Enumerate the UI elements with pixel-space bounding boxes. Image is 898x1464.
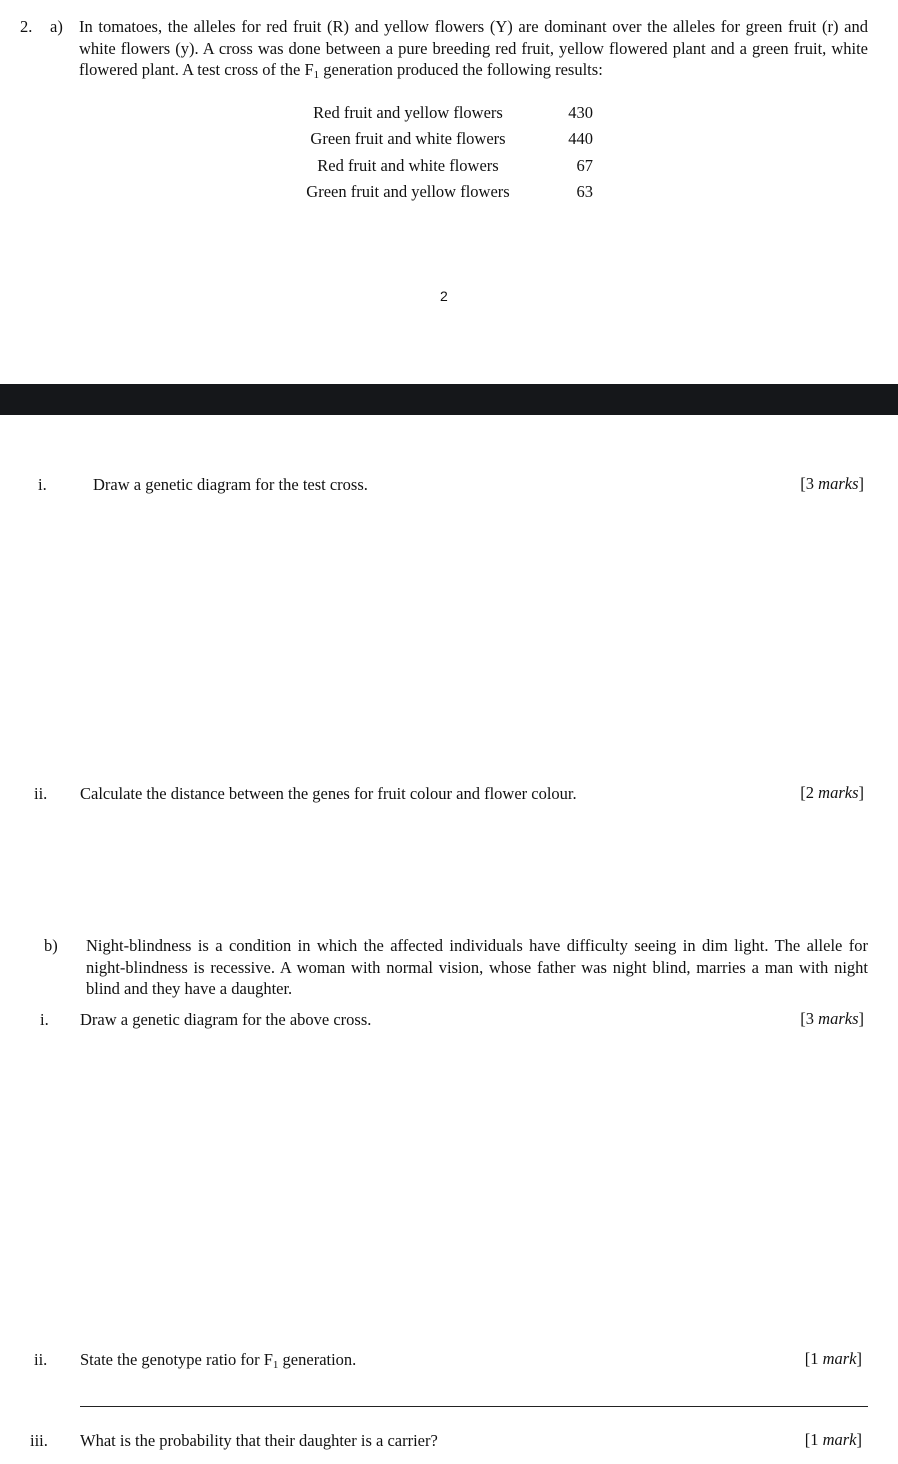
question-a-ii-number: ii. [34, 784, 48, 803]
page-number: 2 [440, 288, 448, 304]
question-b-iii-number: iii. [30, 1431, 48, 1450]
table-row [283, 100, 593, 126]
question-a-ii-marks: [2 marks] [800, 783, 864, 802]
question-a-ii-text: Calculate the distance between the genes for fruit colour and flower colour. [80, 784, 577, 803]
question-a-i-marks: [3 marks] [800, 474, 864, 493]
page-divider-bar [0, 384, 898, 415]
answer-line [80, 1406, 868, 1407]
phenotype-count: 430 [568, 103, 593, 123]
phenotype-label: Red fruit and yellow flowers [313, 103, 503, 123]
part-b-intro: Night-blindness is a condition in which the affected individuals have difficulty seeing in dim light. The allele for night-blindness is recessive. A woman with normal vision, whose father was night blind, marries a man with night blind and they have a daughter. [86, 936, 868, 998]
part-a-label: a) [50, 17, 63, 36]
question-b-i-marks: [3 marks] [800, 1009, 864, 1028]
question-number: 2. [20, 17, 33, 36]
phenotype-label: Green fruit and white flowers [310, 129, 506, 149]
table-row [283, 179, 593, 205]
question-b-i-number: i. [40, 1010, 49, 1029]
question-a-i-number: i. [38, 475, 47, 494]
phenotype-count: 63 [576, 182, 593, 202]
question-b-ii-number: ii. [34, 1350, 48, 1369]
question-b-i-text: Draw a genetic diagram for the above cross. [80, 1010, 372, 1029]
part-a-intro: In tomatoes, the alleles for red fruit (R) and yellow flowers (Y) are dominant over the alleles for green fruit (r) and white flowers (y). A cross was done between a pure breeding red fruit, yellow flowered plant and a green fruit, white flowered plant. A test cross of the $F_1$ generation produced the following results: [79, 17, 868, 81]
results-table [283, 100, 593, 205]
question-b-ii-marks: [1 mark] [804, 1349, 862, 1368]
question-a-i-text: Draw a genetic diagram for the test cross. [93, 475, 368, 494]
question-b-iii-marks: [1 mark] [804, 1430, 862, 1449]
part-b-label: b) [44, 936, 58, 955]
phenotype-label: Red fruit and white flowers [317, 155, 499, 175]
phenotype-count: 67 [576, 155, 593, 175]
table-row [283, 153, 593, 179]
question-b-iii-text: What is the probability that their daughter is a carrier? [80, 1431, 438, 1450]
table-row [283, 126, 593, 152]
question-b-ii-text: State the genotype ratio for $F_1$ generation. [80, 1350, 357, 1371]
phenotype-label: Green fruit and yellow flowers [306, 182, 510, 202]
phenotype-count: 440 [568, 129, 593, 149]
